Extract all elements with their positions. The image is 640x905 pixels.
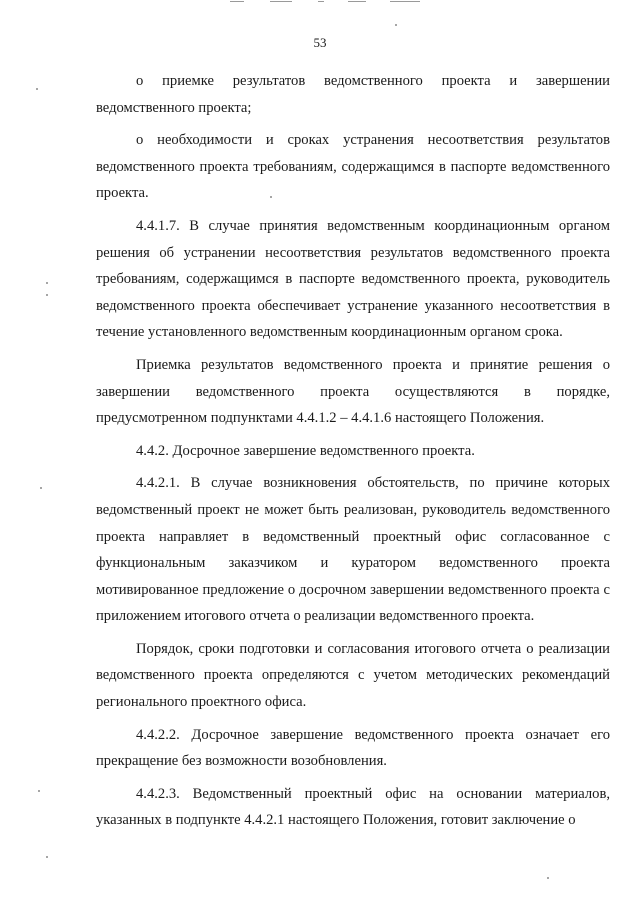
paragraph-4-4-2-heading: 4.4.2. Досрочное завершение ведомственного проекта.	[136, 442, 475, 459]
paragraph-item-necessity: о необходимости и сроках устранения несоответствия результатов ведомственного проекта требованиям, содержащимся в паспорте ведомственного проекта.	[96, 132, 610, 202]
scan-speck	[40, 487, 42, 489]
paragraph-4-4-1-7: 4.4.1.7. В случае принятия ведомственным координационным органом решения об устранении несоответствия результатов ведомственного проекта требованиям, содержащимся в паспорте ведомственного проекта, руководитель ведомственного проекта обеспечивает устранение указанного несоответствия в течение установленного ведомственным координационным органом срока.	[96, 217, 610, 341]
document-body	[96, 68, 610, 840]
scan-speck	[46, 294, 48, 296]
scan-speck	[36, 88, 38, 90]
paragraph-report-procedure: Порядок, сроки подготовки и согласования итогового отчета о реализации ведомственного проекта определяются с учетом методических рекомендаций регионального проектного офиса.	[96, 640, 610, 711]
paragraph-item-acceptance: о приемке результатов ведомственного проекта и завершении ведомственного проекта;	[96, 73, 610, 116]
page-number: 53	[313, 35, 327, 50]
paragraph-acceptance-procedure: Приемка результатов ведомственного проекта и принятие решения о завершении ведомственного проекта осуществляются в порядке, предусмотренном подпунктами 4.4.1.2 – 4.4.1.6 настоящего Положения.	[96, 356, 610, 427]
paragraph-4-4-2-1: 4.4.2.1. В случае возникновения обстоятельств, по причине которых ведомственный проект не может быть реализован, руководитель ведомственного проекта направляет в ведомственный проектный офис согласованное с функциональным заказчиком и куратором ведомственного проекта мотивированное предложение о досрочном завершении ведомственного проекта с приложением итогового отчета о реализации ведомственного проекта.	[96, 475, 610, 625]
paragraph-4-4-2-2: 4.4.2.2. Досрочное завершение ведомственного проекта означает его прекращение без возможности возобновления.	[96, 726, 610, 770]
scan-speck	[395, 24, 397, 26]
scan-edge-artifact	[230, 0, 460, 6]
scan-speck	[46, 282, 48, 284]
scan-speck	[38, 790, 40, 792]
scan-speck	[270, 196, 272, 198]
scan-speck	[46, 856, 48, 858]
paragraph-4-4-2-3: 4.4.2.3. Ведомственный проектный офис на основании материалов, указанных в подпункте 4.4.2.1 настоящего Положения, готовит заключение о	[96, 785, 610, 829]
scan-speck	[547, 877, 549, 879]
